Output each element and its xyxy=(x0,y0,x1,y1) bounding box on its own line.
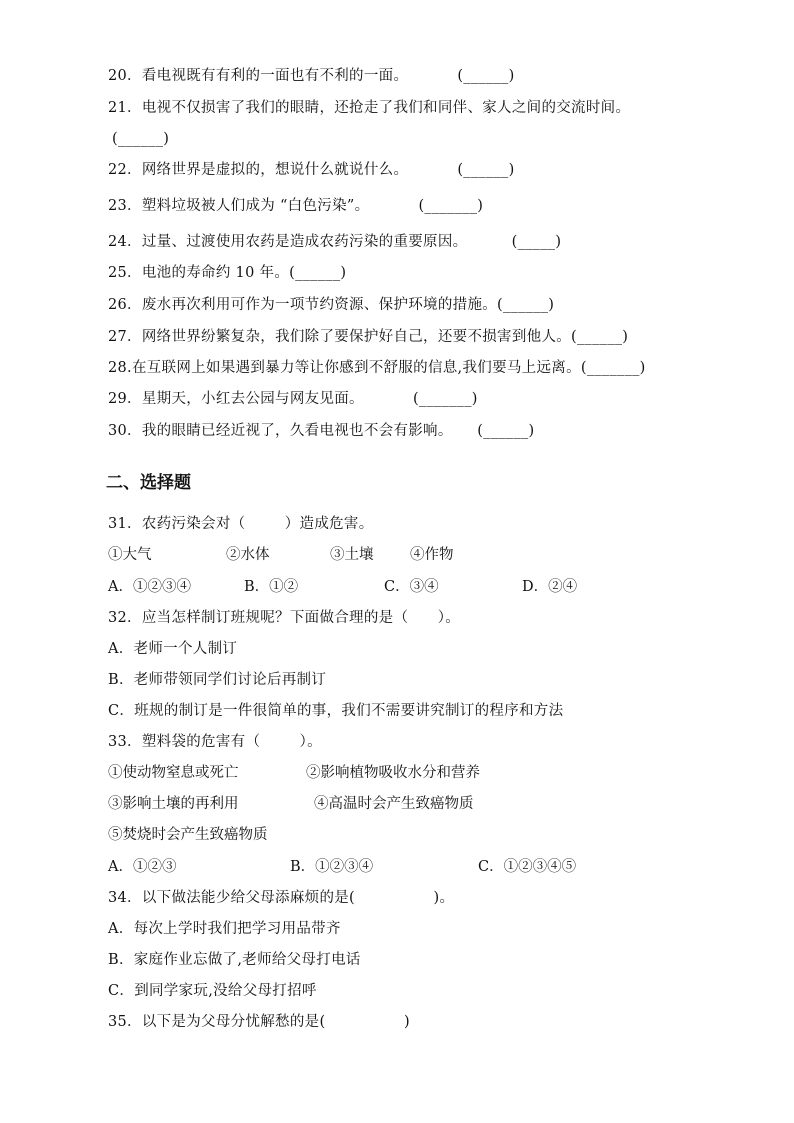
q31-option-c: C．③④ xyxy=(384,579,439,595)
q33-item-3: ③影响土壤的再利用 xyxy=(108,796,239,812)
q31-item-1: ①大气 xyxy=(108,547,152,563)
q33-item-5: ⑤焚烧时会产生致癌物质 xyxy=(108,827,268,843)
q32-option-c: C．班规的制订是一件很简单的事，我们不需要讲究制订的程序和方法 xyxy=(108,703,564,719)
question-34-stem: 34．以下做法能少给父母添麻烦的是( )。 xyxy=(108,890,455,906)
section-title: 二、选择题 xyxy=(106,473,191,493)
question-23: 23．塑料垃圾被人们成为 “白色污染”。 (_______) xyxy=(108,198,484,214)
question-21: 21．电视不仅损害了我们的眼睛，还抢走了我们和同伴、家人之间的交流时间。 xyxy=(108,100,631,116)
q31-option-a: A．①②③④ xyxy=(108,579,191,595)
question-25: 25．电池的寿命约 10 年。(______) xyxy=(108,265,347,281)
q34-option-c: C．到同学家玩,没给父母打招呼 xyxy=(108,983,317,999)
question-22: 22．网络世界是虚拟的，想说什么就说什么。 (______) xyxy=(108,162,515,178)
question-20: 20．看电视既有有利的一面也有不利的一面。 (______) xyxy=(108,68,515,84)
q31-option-d: D．②④ xyxy=(522,579,578,595)
q31-item-3: ③土壤 xyxy=(330,547,374,563)
q33-item-2: ②影响植物吸收水分和营养 xyxy=(306,765,480,781)
question-29: 29．星期天，小红去公园与网友见面。 (_______) xyxy=(108,391,478,407)
q33-item-1: ①使动物窒息或死亡 xyxy=(108,765,239,781)
question-30: 30．我的眼睛已经近视了，久看电视也不会有影响。 (______) xyxy=(108,423,535,439)
q33-option-c: C．①②③④⑤ xyxy=(478,859,577,875)
question-28: 28.在互联网上如果遇到暴力等让你感到不舒服的信息,我们要马上远离。(_______) xyxy=(108,360,646,376)
q31-item-4: ④作物 xyxy=(410,547,454,563)
question-24: 24．过量、过渡使用农药是造成农药污染的重要原因。 (_____) xyxy=(108,234,562,250)
q33-item-4: ④高温时会产生致癌物质 xyxy=(314,796,474,812)
q33-option-a: A．①②③ xyxy=(108,859,177,875)
question-21-answer: (______) xyxy=(112,131,170,147)
q34-option-a: A．每次上学时我们把学习用品带齐 xyxy=(108,921,341,937)
question-27: 27．网络世界纷繁复杂，我们除了要保护好自己，还要不损害到他人。(______) xyxy=(108,329,629,345)
q34-option-b: B．家庭作业忘做了,老师给父母打电话 xyxy=(108,952,361,968)
q32-option-b: B．老师带领同学们讨论后再制订 xyxy=(108,672,327,688)
question-32-stem: 32．应当怎样制订班规呢？下面做合理的是（ ）。 xyxy=(108,610,461,626)
q31-item-2: ②水体 xyxy=(226,547,270,563)
question-26: 26．废水再次利用可作为一项节约资源、保护环境的措施。(______) xyxy=(108,297,555,313)
question-31-stem: 31．农药污染会对（ ）造成危害。 xyxy=(108,516,374,532)
question-35-stem: 35．以下是为父母分忧解愁的是( ) xyxy=(108,1014,410,1030)
question-33-stem: 33．塑料袋的危害有（ ）。 xyxy=(108,734,322,750)
q31-option-b: B．①② xyxy=(244,579,299,595)
q32-option-a: A．老师一个人制订 xyxy=(108,641,238,657)
q33-option-b: B．①②③④ xyxy=(290,859,374,875)
